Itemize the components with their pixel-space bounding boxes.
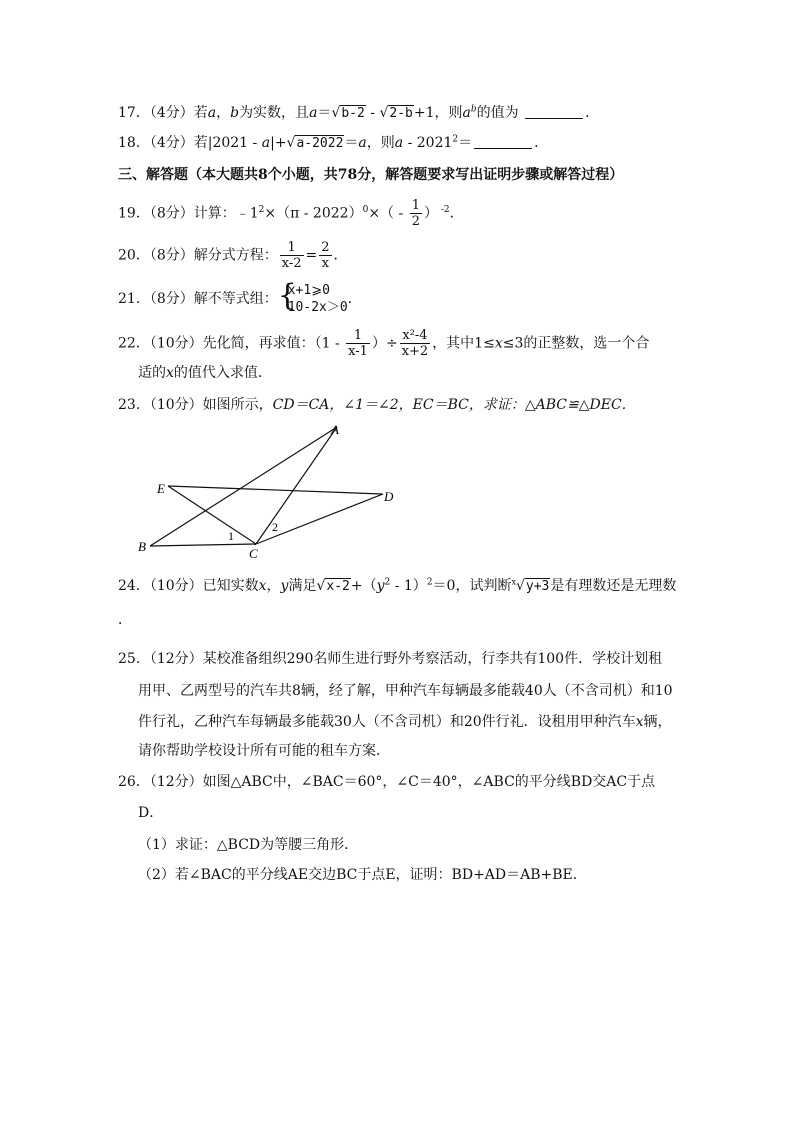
question-26-line1: 26．（12分）如图△ABC中，∠BAC＝60°，∠C＝40°，∠ABC的平分线BD交AC于点 (118, 774, 656, 790)
question-26-line2: D． (138, 805, 164, 821)
inequality-system: { x+1⩾0 10-2x＞0 (277, 278, 348, 315)
segment-BC (150, 544, 256, 546)
question-23: 23．（10分）如图所示，CD＝CA，∠1＝∠2，EC＝BC，求证：△ABC≌△DEC． (118, 397, 636, 413)
label-angle-2: 2 (272, 520, 278, 534)
question-25-line2: 用甲、乙两型号的汽车共8辆，经了解，甲种汽车每辆最多能载40人（不含司机）和10 (138, 683, 673, 699)
question-26-sub1: （1）求证：△BCD为等腰三角形． (138, 837, 359, 853)
root-y-plus-3: √y+3 (515, 578, 550, 594)
label-A: A (331, 422, 339, 437)
segment-ED (168, 486, 383, 494)
question-25-line3: 件行礼，乙种汽车每辆最多能载30人（不含司机）和20件行礼．设租用甲种汽车x辆， (138, 714, 672, 730)
section-heading: 三、解答题（本大题共8个小题，共78分，解答题要求写出证明步骤或解答过程） (118, 167, 624, 183)
label-C: C (249, 546, 258, 561)
geometry-figure (130, 418, 410, 563)
label-angle-1: 1 (228, 529, 234, 543)
question-20: 20．（8分）解分式方程： $\frac{1}{x-2}$ = $\frac{2}{x}$ ． (118, 240, 348, 271)
fraction-x2-4-over-x-2: $\frac{\text{x²-4}}{x+2}$ (401, 328, 429, 359)
segment-CD (256, 494, 383, 544)
question-24-line2: ． (118, 612, 132, 628)
question-19: 19．（8分）计算：$﹣1^2\times(\pi - 2022)^0\times$（ - $\frac{1}{2}$ ） $^{-2}$． (118, 198, 464, 229)
fraction-one-half: $\frac{1}{2}$ (411, 198, 420, 229)
question-21: 21．（8分）解不等式组： { x+1⩾0 10-2x＞0 ． (118, 278, 362, 315)
sqrt-b-2: √b-2 (331, 105, 365, 121)
question-22-line2: 适的x的值代入求值． (138, 365, 272, 381)
segment-EC (168, 486, 256, 544)
question-25-line1: 25．（12分）某校准备组织290名师生进行野外考察活动，行李共有100件．学校计划租 (118, 651, 663, 667)
fraction-1-over-x-2: $\frac{1}{x-2}$ (281, 240, 302, 271)
sqrt-x-2: √x-2 (316, 578, 350, 594)
label-B: B (138, 539, 146, 554)
segment-AC (256, 427, 337, 544)
label-D: D (384, 489, 394, 504)
answer-blank-17[interactable] (525, 105, 583, 119)
question-26-sub2: （2）若∠BAC的平分线AE交边BC于点E，证明：BD+AD＝AB+BE． (138, 867, 587, 883)
question-17: 17．（4分）若a，b为实数，且a＝√b-2 - √2-b+1，则$a^b$的值为 ． (118, 104, 600, 121)
question-25-line4: 请你帮助学校设计所有可能的租车方案． (138, 743, 390, 759)
sqrt-2-b: √2-b (379, 105, 413, 121)
question-24: 24．（10分）已知实数x，y满足$√x-2+(y^2 - 1)^2=0$，试判断$^x$√y+3是有理数还是无理数 (118, 577, 677, 594)
fraction-2-over-x: $\frac{2}{x}$ (321, 240, 330, 271)
label-E: E (157, 481, 165, 496)
fraction-1-over-x-1: $\frac{1}{x-1}$ (348, 328, 368, 359)
question-22: 22．（10分）先化简，再求值：（1 - $\frac{1}{x-1}$ ）÷ $\frac{\text{x²-4}}{x+2}$ ，其中1≤x≤3的正整数，选一个合 (118, 328, 650, 359)
sqrt-a-2022: √a-2022 (286, 135, 344, 151)
question-18: 18．（4分）若|2021 - a|+√a-2022＝a，则$a - 2021^2=$ ． (118, 134, 549, 151)
answer-blank-18[interactable] (474, 135, 532, 149)
